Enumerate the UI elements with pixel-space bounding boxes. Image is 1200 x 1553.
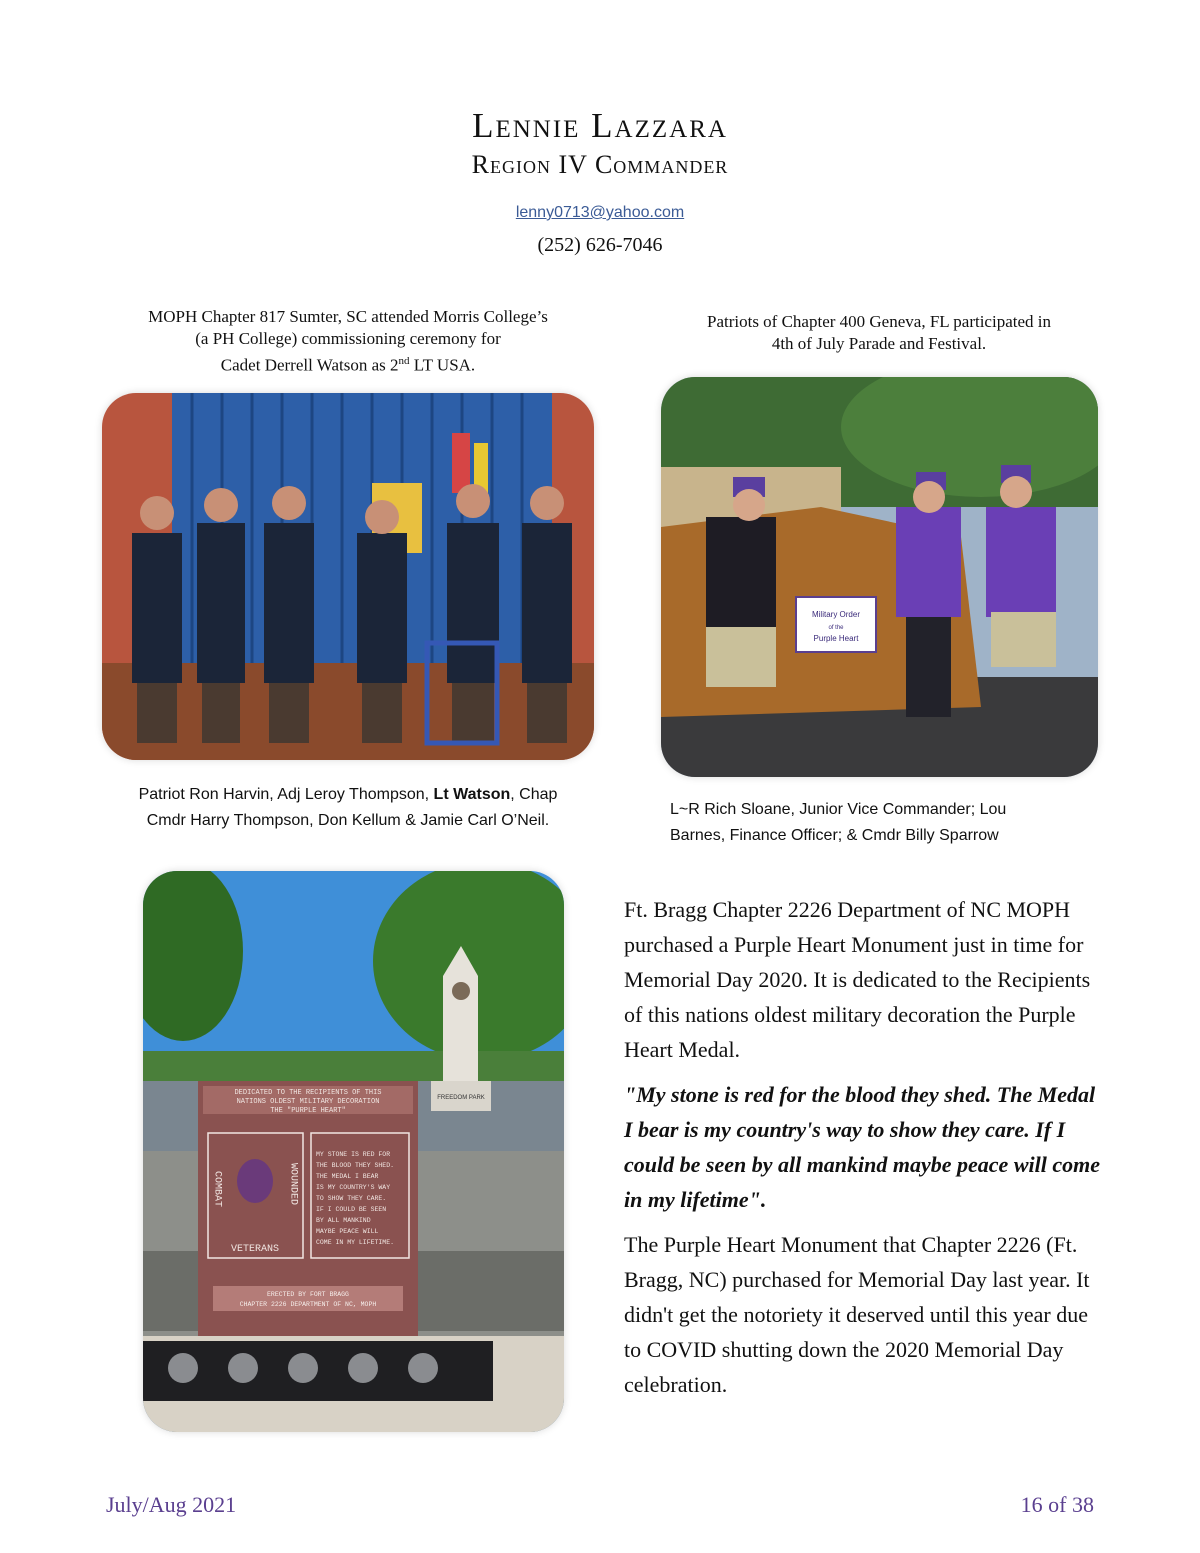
veterans-label: VETERANS [230,1244,280,1255]
poem-line-5: TO SHOW THEY CARE. [316,1195,387,1202]
sign-line-1: Military Order [811,610,861,619]
footer-issue: July/Aug 2021 [106,1492,237,1517]
monument-image [143,871,564,1432]
monument-header-1: DEDICATED TO THE RECIPIENTS OF THIS [234,1089,382,1097]
article-body [624,892,1104,1412]
photo2-caption-bottom: L~R Rich Sloane, Junior Vice Commander; Lou Barnes, Finance Officer; & Cmdr Billy Sparrow [670,801,1007,844]
phone-number: (252) 626-7046 [537,234,663,256]
poem-line-3: THE MEDAL I BEAR [316,1173,379,1180]
sign-line-3: Purple Heart [813,634,859,643]
poem-line-9: COME IN MY LIFETIME. [316,1239,395,1246]
email-link[interactable]: lenny0713@yahoo.com [515,204,685,221]
poem-line-1: MY STONE IS RED FOR [316,1151,391,1158]
parade-image [661,377,1098,777]
commander-name: Lennie Lazzara [472,106,728,145]
sign-line-2: of the [828,625,844,631]
poem-line-7: BY ALL MANKIND [316,1217,371,1224]
photo1-caption-top: MOPH Chapter 817 Sumter, SC attended Morris College’s (a PH College) commissioning ceremony for Cadet Derrell Watson as 2nd LT USA. [148,307,548,375]
poem-line-8: MAYBE PEACE WILL [316,1228,379,1235]
monument-photo [143,871,564,1432]
ceremony-photo [102,393,594,760]
photo1-caption-bottom: Patriot Ron Harvin, Adj Leroy Thompson, Lt Watson, Chap Cmdr Harry Thompson, Don Kellum & Jamie Carl O’Neil. [138,786,558,829]
poem-line-6: IF I COULD BE SEEN [316,1206,387,1213]
obelisk-label: FREEDOM PARK [437,1095,485,1101]
wounded-vertical: WOUNDED [287,1163,299,1206]
article-quote: "My stone is red for the blood they shed. The Medal I bear is my country's way to show they care. If I could be seen by all mankind maybe peace will come in my lifetime". [624,1082,1100,1212]
parade-photo [661,377,1098,777]
combat-vertical: COMBAT [211,1171,223,1208]
monument-header-3: THE "PURPLE HEART" [270,1107,346,1115]
photo2-caption-top: Patriots of Chapter 400 Geneva, FL participated in 4th of July Parade and Festival. [706,312,1051,353]
poem-line-2: THE BLOOD THEY SHED. [316,1162,395,1169]
monument-header-2: NATIONS OLDEST MILITARY DECORATION [236,1098,380,1106]
commander-title: Region IV Commander [471,150,729,179]
footer-page-number: 16 of 38 [1020,1492,1094,1517]
poem-line-4: IS MY COUNTRY'S WAY [316,1184,391,1191]
erected-line-1: ERECTED BY FORT BRAGG [267,1291,349,1298]
ceremony-image [102,393,594,760]
article-paragraph-2: The Purple Heart Monument that Chapter 2226 (Ft. Bragg, NC) purchased for Memorial Day last year. It didn't get the notoriety it deserved until this year due to COVID shutting down the 2020 Memorial Day celebration. [624,1232,1090,1397]
page-header [0,104,1200,257]
erected-line-2: CHAPTER 2226 DEPARTMENT OF NC, MOPH [239,1301,377,1308]
article-paragraph-1: Ft. Bragg Chapter 2226 Department of NC MOPH purchased a Purple Heart Monument just in time for Memorial Day 2020. It is dedicated to the Recipients of this nations oldest military decoration the Purple Heart Medal. [624,897,1091,1062]
